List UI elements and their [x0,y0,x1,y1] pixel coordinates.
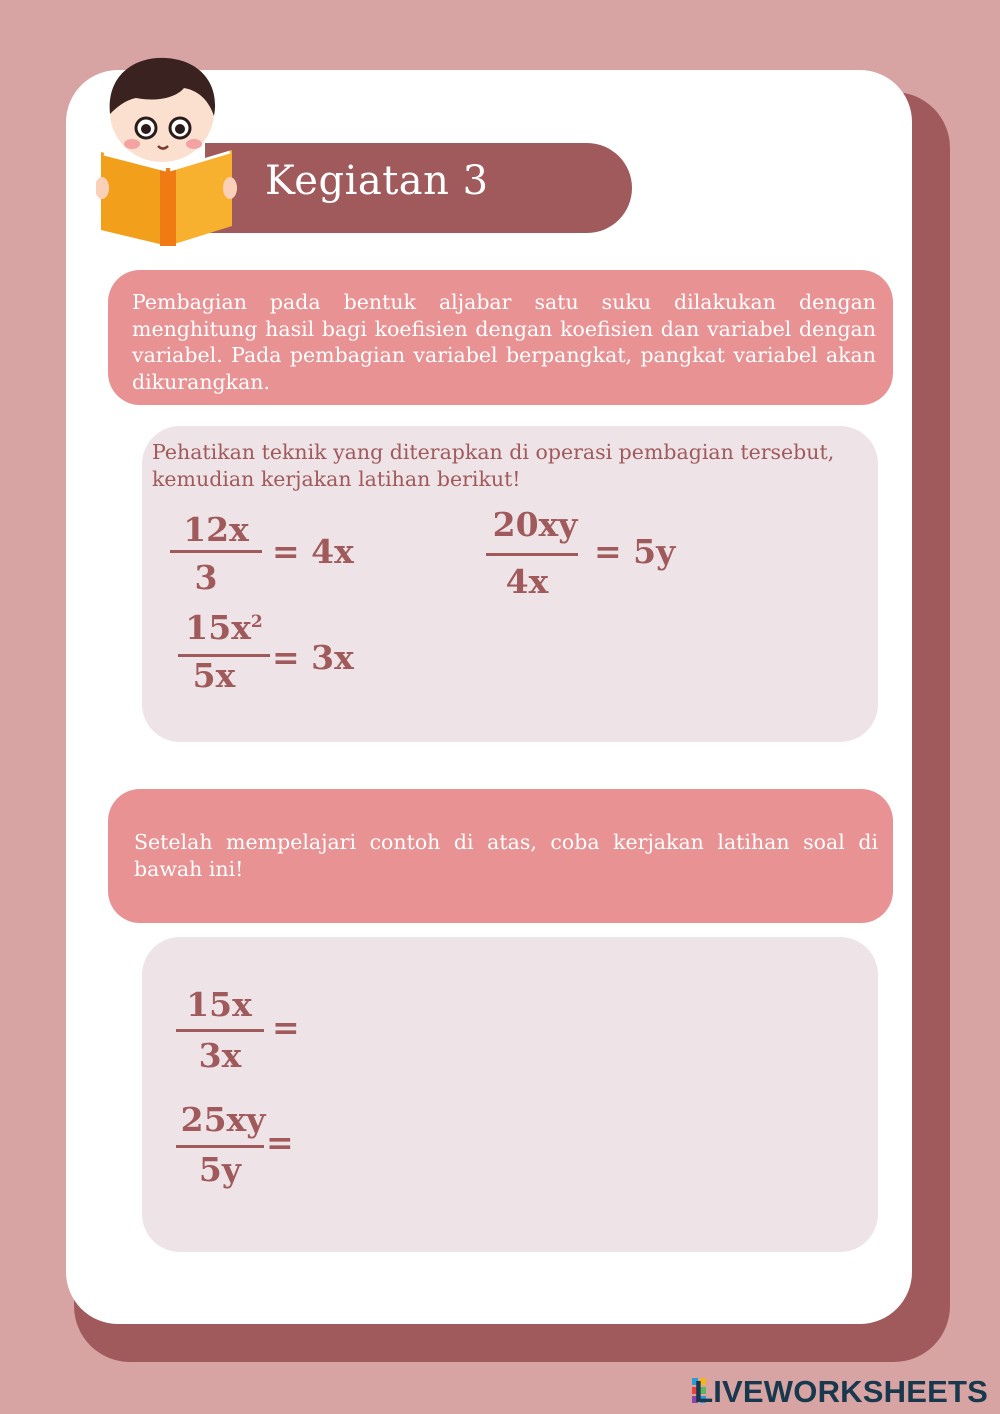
fraction-bar [486,553,578,556]
fraction-numerator: 12x [183,510,249,549]
liveworksheets-brand[interactable]: LIVEWORKSHEETS [694,1374,988,1409]
fraction-denominator: 3 [194,558,218,597]
fraction-numerator: 25xy [180,1100,266,1139]
practice-equals-2: = [266,1123,294,1162]
practice-equals-1: = [272,1008,300,1047]
example-result-2: = 5y [594,532,676,571]
fraction-numerator: $15x^2$ [185,608,263,647]
fraction-denominator: 4x [505,562,549,601]
fraction-denominator: 5x [192,656,236,695]
fraction-numerator: 15x [186,985,252,1024]
fraction-bar [176,1145,264,1148]
fraction-bar [176,1029,264,1032]
fraction-denominator: 3x [198,1036,242,1075]
fraction-numerator: 20xy [492,505,578,544]
fraction-denominator: 5y [198,1150,242,1189]
page-title: Kegiatan 3 [265,158,489,204]
fraction-bar [170,550,262,553]
practice-instruction-box: Setelah mempelajari contoh di atas, coba kerjakan latihan soal di bawah ini! [108,789,893,923]
example-result-3: = 3x [272,638,354,677]
intro-text-box: Pembagian pada bentuk aljabar satu suku dilakukan dengan menghitung hasil bagi koefisien dengan koefisien dan variabel dengan variabel. Pada pembagian variabel berpangkat, pangkat variabel akan dikurangkan. [108,270,893,405]
example-result-1: = 4x [272,532,354,571]
examples-instruction: Pehatikan teknik yang diterapkan di operasi pembagian tersebut, kemudian kerjakan latihan berikut! [152,440,835,491]
reading-child-illustration [96,54,246,254]
